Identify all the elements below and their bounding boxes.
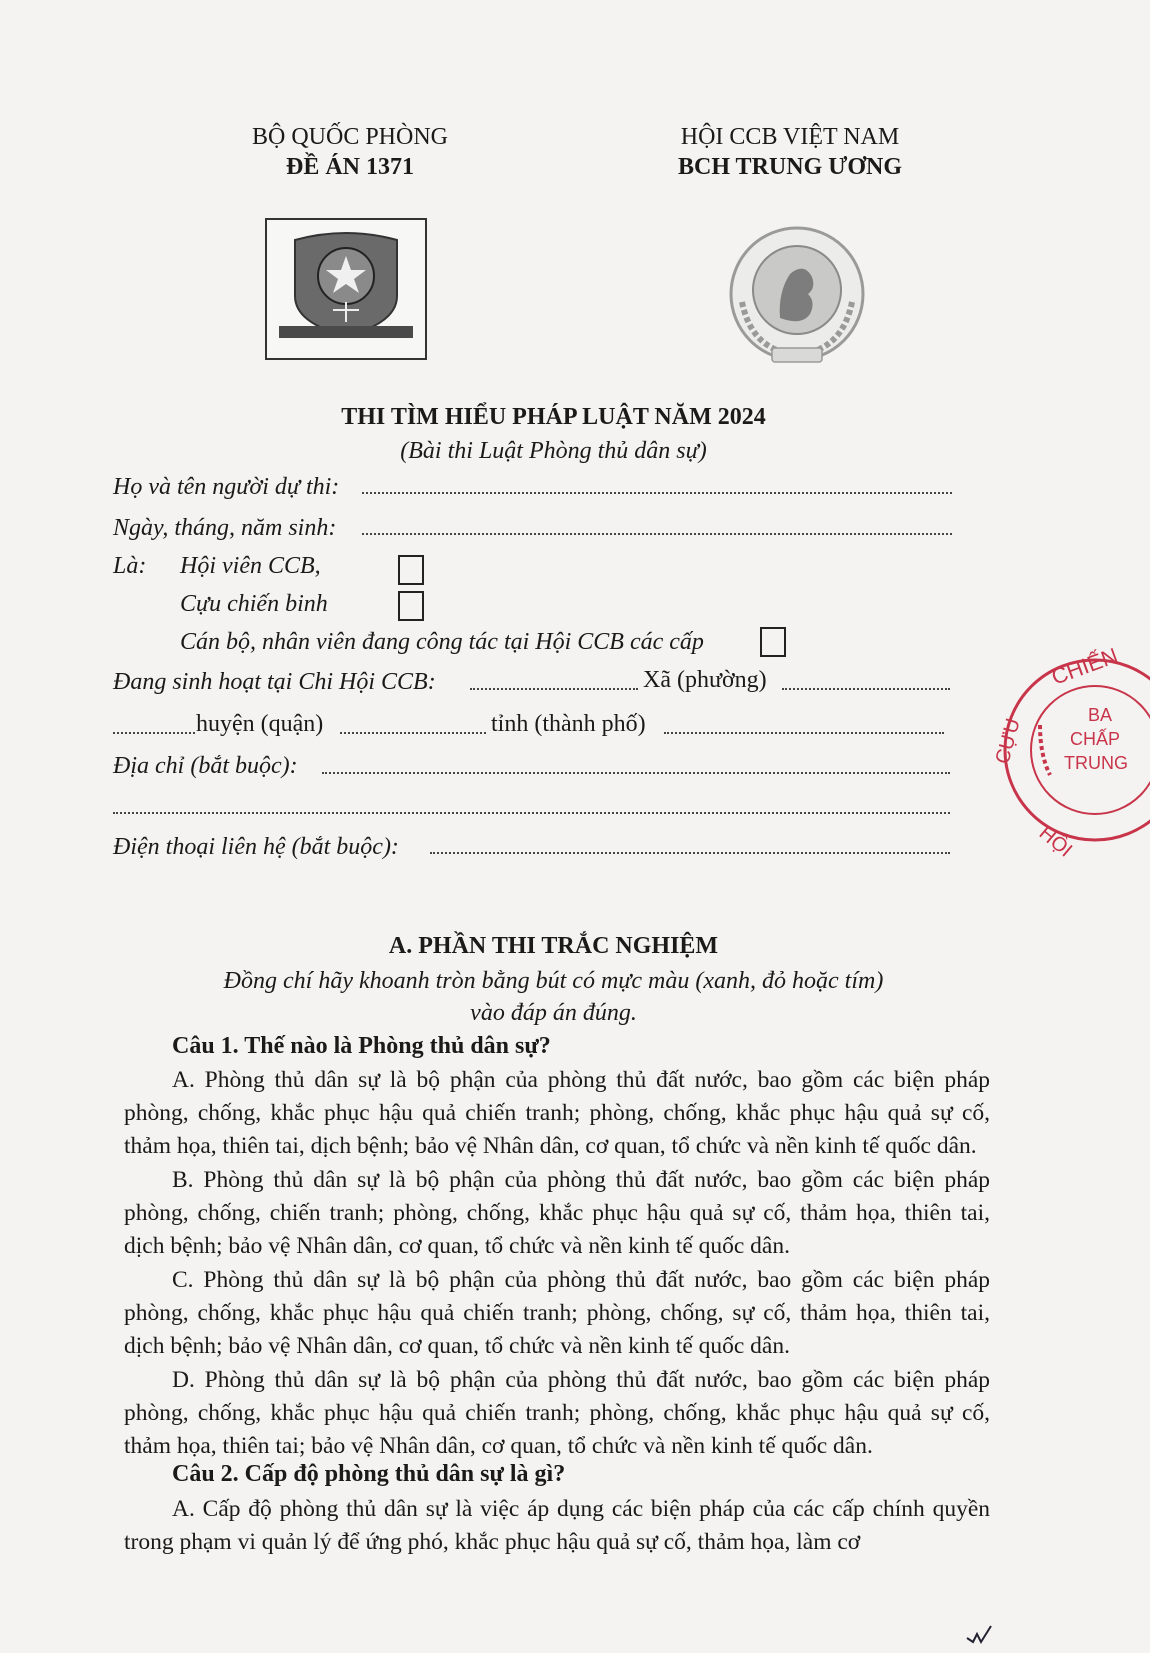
- province-label: tỉnh (thành phố): [491, 711, 646, 737]
- option-member-label: Hội viên CCB,: [180, 553, 321, 579]
- dob-label: Ngày, tháng, năm sinh:: [113, 515, 337, 541]
- question-1-answer-b[interactable]: B. Phòng thủ dân sự là bộ phận của phòng thủ đất nước, bao gồm các biện pháp phòng, chống, chiến tranh; phòng, chống, khắc phục hậu quả sự cố, thảm họa, thiên tai, dịch bệnh; bảo vệ Nhân dân, cơ quan, tổ chức và nền kinh tế quốc dân.: [124, 1167, 990, 1259]
- svg-text:BA: BA: [1088, 705, 1113, 725]
- staff-checkbox[interactable]: [760, 627, 786, 657]
- ministry-name: BỘ QUỐC PHÒNG: [251, 124, 449, 150]
- question-2-answer-a[interactable]: A. Cấp độ phòng thủ dân sự là việc áp dụng các biện pháp của các cấp chính quyền trong phạm vi quản lý để ứng phó, khắc phục hậu quả sự cố, thảm họa, làm cơ: [124, 1496, 990, 1555]
- question-1-answer-c[interactable]: C. Phòng thủ dân sự là bộ phận của phòng thủ đất nước, bao gồm các biện pháp phòng, chống, khắc phục hậu quả chiến tranh; phòng, chống, sự cố, thảm họa, thiên tai, dịch bệnh; bảo vệ Nhân dân, cơ quan, tổ chức và nền kinh tế quốc dân.: [124, 1267, 990, 1359]
- province-field-2[interactable]: [664, 732, 944, 734]
- question-1-title: Câu 1. Thế nào là Phòng thủ dân sự?: [172, 1033, 551, 1059]
- district-label: huyện (quận): [196, 711, 324, 737]
- svg-text:CHẤP: CHẤP: [1070, 729, 1121, 749]
- phone-field[interactable]: [430, 852, 950, 854]
- role-label: Là:: [113, 553, 147, 579]
- veterans-association-emblem: [720, 222, 875, 377]
- branch-field[interactable]: [470, 688, 638, 690]
- red-seal-stamp: [991, 642, 1150, 862]
- exam-subtitle: (Bài thi Luật Phòng thủ dân sự): [400, 438, 707, 464]
- svg-text:HỘI: HỘI: [1034, 821, 1077, 862]
- address-field[interactable]: [322, 772, 950, 774]
- svg-text:CHIẾN: CHIẾN: [1048, 642, 1122, 690]
- header-right: [640, 122, 940, 182]
- dob-field[interactable]: [362, 533, 952, 535]
- header-left: [215, 122, 485, 182]
- veteran-checkbox[interactable]: [398, 591, 424, 621]
- option-staff-label: Cán bộ, nhân viên đang công tác tại Hội CCB các cấp: [180, 629, 704, 655]
- option-veteran-label: Cựu chiến binh: [180, 591, 328, 617]
- branch-label: Đang sinh hoạt tại Chi Hội CCB:: [113, 669, 436, 695]
- question-1-answer-a[interactable]: A. Phòng thủ dân sự là bộ phận của phòng thủ đất nước, bao gồm các biện pháp phòng, chống, khắc phục hậu quả chiến tranh; phòng, chống, khắc phục hậu quả sự cố, thảm họa, thiên tai, dịch bệnh; bảo vệ Nhân dân, cơ quan, tổ chức và nền kinh tế quốc dân.: [124, 1067, 990, 1159]
- name-label: Họ và tên người dự thi:: [113, 474, 340, 500]
- svg-text:TRUNG: TRUNG: [1064, 753, 1128, 773]
- question-1-answer-d[interactable]: D. Phòng thủ dân sự là bộ phận của phòng thủ đất nước, bao gồm các biện pháp phòng, chống, khắc phục hậu quả chiến tranh; phòng, chống, khắc phục hậu quả sự cố, thảm họa, thiên tai; bảo vệ Nhân dân, cơ quan, tổ chức và nền kinh tế quốc dân.: [124, 1367, 990, 1459]
- svg-text:CỰU: CỰU: [991, 716, 1025, 767]
- member-checkbox[interactable]: [398, 555, 424, 585]
- instruction-line-2: vào đáp án đúng.: [470, 1000, 637, 1026]
- legal-education-emblem: [265, 218, 427, 360]
- phone-label: Điện thoại liên hệ (bắt buộc):: [113, 834, 399, 860]
- question-2-title: Câu 2. Cấp độ phòng thủ dân sự là gì?: [172, 1461, 566, 1487]
- section-a-title: A. PHẦN THI TRẮC NGHIỆM: [388, 933, 719, 959]
- handwritten-mark-icon: [965, 1624, 995, 1646]
- committee-name: BCH TRUNG ƯƠNG: [677, 154, 902, 180]
- name-field[interactable]: [362, 492, 952, 494]
- district-field[interactable]: [113, 732, 195, 734]
- commune-field[interactable]: [782, 688, 950, 690]
- instruction-line-1: Đồng chí hãy khoanh tròn bằng bút có mực màu (xanh, đỏ hoặc tím): [223, 968, 884, 994]
- province-field[interactable]: [340, 732, 486, 734]
- address-label: Địa chỉ (bắt buộc):: [113, 753, 298, 779]
- association-name: HỘI CCB VIỆT NAM: [680, 124, 900, 150]
- project-name: ĐỀ ÁN 1371: [285, 154, 414, 180]
- commune-label: Xã (phường): [643, 667, 767, 693]
- address-field-line2[interactable]: [113, 812, 950, 814]
- exam-title: THI TÌM HIỂU PHÁP LUẬT NĂM 2024: [341, 404, 766, 430]
